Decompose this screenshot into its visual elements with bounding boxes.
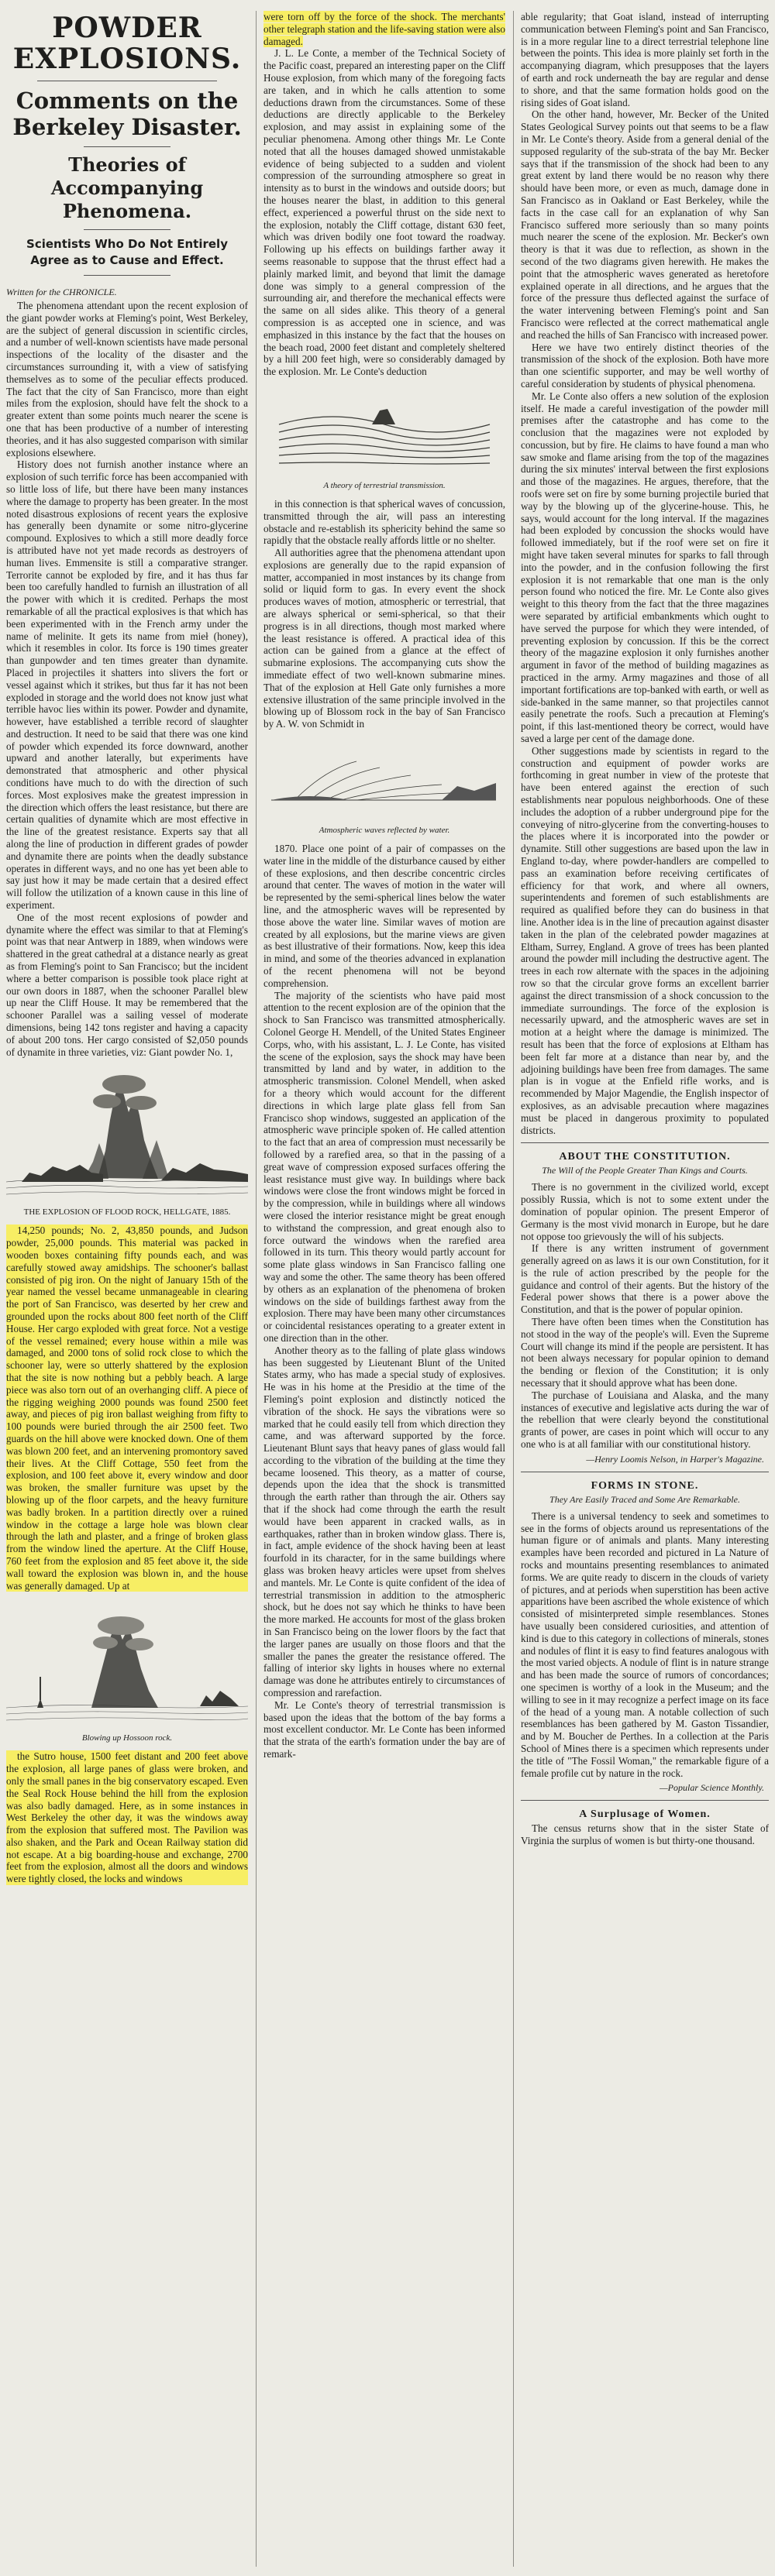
paragraph: The purchase of Louisiana and Alaska, and the many instances of executive and legislative acts during the war of the rebellion that were clearly beyond the constitutional grants of power, are cases in point which will occur to any one who is at all familiar with our constitutional history. (521, 1389, 769, 1451)
paragraph-highlighted: 14,250 pounds; No. 2, 43,850 pounds, and Judson powder, 25,000 pounds. This material was packed in wooden boxes containing fifty pounds each, and was carefully stowed away amidships. The schooner's ballast consisted of pig iron. On the night of January 15th of the year named the vessel became unmanageable in clearing the port of San Francisco, was deserted by her crew and grounded upon the rocks about 800 feet north of the Cliff House. Her cargo exploded with great force. Not a vestige of the vessel remained; every house within a mile was damaged, and 2000 tons of solid rock close to which the schooner lay, were so utterly shattered by the explosion that the site is now nothing but a pebbly beach. A large piece was also torn out of an overhanging cliff. A piece of the rigging weighing 2000 pounds was found 2500 feet away, and pieces of pig iron ballast weighing from fifty to 100 pounds were buried through the air 2500 feet. Two guards on the hill above were knocked down. One of them was blown 200 feet, and an intervening promontory saved their lives. At the Cliff Cottage, 550 feet from the explosion, and 100 feet above it, every window and door was broken, the smaller furniture was upset by the blowing up of the floor carpets, and the heavy furniture was badly broken. In a partition directly over a ruined window in the cottage a large hole was blown clear through the lath and plaster, and a fringe of broken glass from the window lined the aperture. At the Cliff House, 760 feet from the explosion and 85 feet above it, the side wall toward the explosion was blown in, and the house was generally damaged. Up at (6, 1224, 248, 1592)
blossom-rock-engraving (6, 1599, 248, 1731)
paragraph (264, 11, 505, 47)
paragraph: in this connection is that spherical waves of concussion, transmitted through the air, will pass an interesting obstacle and re-establish its sphericity behind the same so rapidly that the obstacle really affords little or no shelter. (264, 497, 505, 547)
atmospheric-waves-diagram (264, 738, 505, 835)
figure-caption: A theory of terrestrial transmission. (323, 480, 446, 490)
terrestrial-diagram (264, 386, 505, 479)
section-title: FORMS IN STONE. (591, 1479, 699, 1492)
explosion-engraving (6, 1066, 248, 1205)
divider (84, 275, 170, 276)
flood-rock-illustration (6, 1066, 248, 1217)
paragraph: Here we have two entirely distinct theories of the transmission of the shock of the explosion. Both have more than one scientific supporter, and may be well worthy of careful consideration by students of physical phenomena. (521, 341, 769, 390)
paragraph: If there is any written instrument of government generally agreed on as laws it is our own Constitution, for it is the rule of action prescribed by the people for the guidance and control of their agents. But the history of the Federal power shows that there is a power above the Constitution, and that is the power of popular opinion. (521, 1242, 769, 1316)
paragraph: J. L. Le Conte, a member of the Technical Society of the Pacific coast, prepared an interesting paper on the Cliff House explosion, from which many of the foregoing facts are taken, and in which he calls attention to some deductions drawn from the circumstances. Some of these deductions are directly applicable to the Berkeley explosion, and may assist in explaining some of the peculiar phenomena. Among other things Mr. Le Conte noted that all the houses damaged showed unmistakable evidence of being subjected to a sudden and violent compression of the surrounding atmosphere so great in intensity as to burst in the windows and outside doors; but the houses nearer the blast, in addition to this general effect, experienced a powerful thrust on the side next to the explosion, notably the Cliff cottage, distant 630 feet, which was driven bodily one foot toward the roadway. Following up his effects on buildings farther away it seems reasonable to suppose that the thrust effect had a plainly marked limit, and beyond that limit the damage done was simply to a general compression of the surrounding air, and therefore the mechanical effects were the same on all sides alike. This theory of a general compression is as accepted one in science, and was emphasized in this instance by the fact that the houses on the beach road, 2000 feet distant and completely sheltered by a hill 200 feet high, were so considerably damaged by the explosion. Mr. Le Conte's deduction (264, 47, 505, 378)
paragraph: On the other hand, however, Mr. Becker of the United States Geological Survey points out that seems to be a flaw in Mr. Le Conte's theory. Aside from a general denial of the supposed regularity of the sub-strata of the bay Mr. Becker says that if the transmission of the shock had been to any great extent by land there would be no reason why there should have been more, or even as much, damage done in San Francisco as in Oakland or East Berkeley, while the facts in the case call for an explanation of why San Francisco suffered more seriously than so many points much nearer the scene of the explosion. Mr. Becker's own theory is that it was due to reflection, as shown in the second of the two diagrams given herewith. He makes the point that the atmospheric waves generated as heretofore explained operate in all directions, and he argues that the force of the pressure thus deflected against the surface of the water intervening between Fleming's point and San Francisco were reflected at the correct mathematical angle and reached the hills of San Francisco with increased power. (521, 108, 769, 341)
paragraph: One of the most recent explosions of powder and dynamite where the effect was similar to that at Fleming's point was that near Antwerp in 1889, when windows were shattered in the great cathedral at a distance nearly as great as from Fleming's point to San Francisco; but the incident where a better comparison is possible took place right at our own doors in 1887, when the schooner Parallel blew up near the Cliff House. It may be remembered that the schooner Parallel was a sailing vessel of moderate dimensions, being 142 tons register and having a capacity of about 200 tons. Her cargo consisted of $2,050 pounds of dynamite in three varieties, viz: Giant powder No. 1, (6, 911, 248, 1058)
paragraph: able regularity; that Goat island, instead of interrupting communication between Fleming's point and San Francisco, is in a more regular line to a direct terrestrial telephone line between the points. This idea is more plainly set forth in the accompanying diagram, which presupposes that the layers of earth and rock underneath the bay are regular and dense to shore, and that the same formation holds good on the rising sides of Goat island. (521, 11, 769, 108)
paragraph: There is a universal tendency to seek and sometimes to see in the forms of objects around us representations of the human figure or of animals and plants. Many interesting examples have been recorded and pictured in La Nature of rocks and mountains presenting resemblances to animated forms. We are quite ready to discern in the clouds of variety of pictures, and at periods when superstition has been active apparitions have been ascribed the whole existence of which consisted of misinterpreted simple resemblances. Stones have usually been considered curiosities, and attention of kind is due to this category in collections of minerals, stones and nodules of flint it is easy to find features analogous with the most varied objects. A nodule of flint is in nature strange and has been made the source of rumors of concordances; one specimen is worthy of a look in the Museum; and the willing to see in it may recognize a perfect image on its face of the head of a young man. A notable collection of such resemblances has been gathered by M. Gaston Tissandier, and by M. Boucher de Perthes. In a collection at the Paris School of Mines there is a specimen which represents under the title of "The Fossil Woman," the remarkable figure of a female profile cut by nature in the rock. (521, 1510, 769, 1779)
column-3 (521, 11, 769, 1847)
figure-caption: Atmospheric waves reflected by water. (319, 826, 450, 836)
column-rule (513, 11, 514, 2567)
paragraph: The phenomena attendant upon the recent explosion of the giant powder works at Fleming's point, West Berkeley, are the subject of general discussion in scientific circles, and a number of well-known scientists have made personal inspections of the locality of the disaster and the circumstances surrounding it, with a view of satisfying themselves as to some of the peculiar effects produced. The fact that the city of San Francisco, more than eight miles from the explosion, should have felt the shock to a greater extent than some points much nearer the scene is one that has been productive of a number of interesting theories, and it has also suggested comparison with similar explosions elsewhere. (6, 300, 248, 459)
paragraph: Mr. Le Conte's theory of terrestrial transmission is based upon the ideas that the bottom of the bay forms a most excellent conductor. Mr. Le Conte has been informed that the strata of the earth's formation under the bay are of remark- (264, 1698, 505, 1760)
paragraph: There is no government in the civilized world, except possibly Russia, which is not to some extent under the domination of popular opinion. The present Emperor of Germany is the most vivid monarch in Europe, but he dare not oppose too grievously the will of his subjects. (521, 1181, 769, 1242)
section-subtitle: They Are Easily Traced and Some Are Remarkable. (549, 1493, 740, 1505)
divider (84, 229, 170, 230)
divider (521, 1142, 769, 1143)
figure-caption: Blowing up Hossoon rock. (81, 1733, 173, 1743)
terrestrial-transmission-diagram (264, 386, 505, 490)
divider (521, 1800, 769, 1801)
section-title: A Surplusage of Women. (579, 1808, 711, 1821)
atmospheric-diagram (264, 738, 505, 823)
figure-caption: THE EXPLOSION OF FLOOD ROCK, HELLGATE, 1885. (23, 1207, 231, 1218)
highlighted-text: were torn off by the force of the shock. The merchants' other telegraph station and the life-saving station were also damaged. (264, 11, 505, 47)
column-1 (6, 11, 248, 1885)
blossom-rock-illustration (6, 1599, 248, 1743)
paragraph: There have often been times when the Constitution has not stood in the way of the people's will. Even the Supreme Court will change its mind if the people are persistent. It has not been always necessary for popular opinion to demand the bending or flexion of the Constitution; it is only necessary that it should approve what has been done. (521, 1316, 769, 1389)
paragraph: The census returns show that in the sister State of Virginia the surplus of women is but thirty-one thousand. (521, 1822, 769, 1847)
headline: POWDER EXPLOSIONS. (12, 12, 242, 75)
attribution: —Henry Loomis Nelson, in Harper's Magazine. (586, 1453, 764, 1465)
paragraph: All authorities agree that the phenomena attendant upon explosions are generally due to the rapid expansion of matter, accompanied in most instances by its change from solid or liquid form to gas. In every event the shock produces waves of motion, atmospheric or terrestrial, that are always spherical or semi-spherical, so that their progress is in all directions, though most marked where the least resistance is offered. A practical idea of this action can be gained from a glance at the effect of submarine explosions. The accompanying cuts show the immediate effect of two well-known submarine mines. That of the explosion at Hell Gate only furnishes a more extensive illustration of the same principle involved in the blowing up of Blossom rock in the bay of San Francisco by A. W. von Schmidt in (264, 547, 505, 730)
deck-3: Scientists Who Do Not Entirely Agree as to Cause and Effect. (26, 237, 228, 267)
column-rule (256, 11, 257, 2567)
paragraph: Other suggestions made by scientists in regard to the construction and equipment of powder works are forthcoming in great number in view of the proteste that have been entered against the erection of such establishments near populous neighborhoods. One of these includes the adoption of a rubber underground pipe for the conveying of nitro-glycerine from the converting-houses to the places where it is incorporated into the powder or dynamite. Still other suggestions are based upon the law in England to-day, where powder-handlers are compelled to pass an examination before receiving certificates of efficiency for that work, and where all owners, superintendents and foremen of such establishments are required as qualified before they can do business in that line. Another idea is in the line of precaution against disaster taken in the plan of the celebrated powder magazines at Eltham, Surrey, England. A grove of trees has been planted around the powder mill including the destructive agent. The trees in each row alternate with the spaces in the adjoining row so that the circular grove forms an excellent barrier against the direct transmission of a shock concussion to the immediate surroundings. The force of the explosion is necessarily upward, and the atmospheric waves are set in motion at a height where the damage is minimized. The result has been that the force of explosions at Eltham has been felt far more at a distance than near by, and the adjoining buildings have been free from damages. The same plan is in vogue at the Enfield rifle works, and is recommended by Major Magendie, the English inspector of explosives, as an advisable precaution where magazines must be placed in dangerous proximity to populated districts. (521, 744, 769, 1136)
section-subtitle: The Will of the People Greater Than Kings and Courts. (542, 1165, 748, 1176)
deck-2: Theories of Accompanying Phenomena. (50, 153, 204, 222)
paragraph-highlighted: the Sutro house, 1500 feet distant and 200 feet above the explosion, all large panes of glass were broken, and only the small panes in the big conservatory escaped. Even the Seal Rock House behind the hill from the explosion was also badly damaged. Here, as in some instances in West Berkeley the other day, it was the windows away from the explosion that suffered most. The Pavilion was also shaken, and the Park and Ocean Railway station did not escape. At a big boarding-house and exchange, 2700 feet from the explosion, almost all the doors and windows were tightly closed, the locks and windows (6, 1750, 248, 1885)
column-2 (264, 11, 505, 1760)
divider (84, 146, 170, 147)
byline: Written for the CHRONICLE. (6, 287, 117, 297)
paragraph: Mr. Le Conte also offers a new solution of the explosion itself. He made a careful investigation of the powder mill premises after the catastrophe and has come to the conclusion that the magazines were not exploded by concussion, but by fire. He claims to have found a man who saw smoke and flame arising from the top of the magazines during the six minutes' interval between the first explosions and those of the magazines. He argues, therefore, that the roofs were set on fire by some burning projectile buried that way by the blowing up of the glycerine-house. This, he says, would account for the long interval. If the magazines had been exploded by concussion the shocks would have followed immediately, but if the roof were set on fire it might have taken several minutes for sparks to fall through into the powder, and in the confusion following the first explosion it is not remarkable that one man is the only person found who noticed the fire. Mr. Le Conte also gives weight to this theory from the fact that the three magazines were separated by artificial embankments which ought to have served the purpose for which they were intended, of preventing explosion by concussion. If this be the correct theory of the magazine explosion it only furnishes another argument in favor of the method of building magazines as practiced in the army. Army magazines and those of all important fortifications are top-banked with earth, or well as side-banked in the same manner, so that projectiles cannot easily penetrate the roofs. Such a precaution at Fleming's point, if this last-mentioned theory be correct, would have saved a large per cent of the damage done. (521, 390, 769, 745)
paragraph: 1870. Place one point of a pair of compasses on the water line in the middle of the disturbance caused by either of these explosions, and then describe concentric circles around that center. The waves of motion in the water will be represented by the semi-spherical lines below the water line, and the atmospheric waves will be represented by those above the water line. Similar waves of motion are created by all explosions, but the marine views are given as best illustrative of their formations. Now, keep this idea in mind, and some of the theories advanced in explanation of the recent phenomena will not be beyond comprehension. (264, 843, 505, 989)
paragraph: History does not furnish another instance where an explosion of such terrific force has been accompanied with so little loss of life, but there have been many instances where the damage to property has been greater. In the most noted disastrous explosions of recent years the explosive has generally been dynamite or some nitro-glycerine compound. Explosives to which a still more deadly force is attributed have not yet made records as destroyers of human lives. Emmensite is still a comparative stranger. Terrorite cannot be exploded by fire, and it has thus far been too carefully handled to furnish an illustration of all the power with which it is credited. Perhaps the most remarkable of all the practical explosives is that which has been experimented with in the French army under the name of melinite. It gets its name from mieł (honey), which it resembles in color. Its force is 190 times greater than gunpowder and ten times greater than dynamite. Placed in projectiles it shatters into slivers the fort or vessel against which it strikes, but thus far it has not been exploded in storage and the world does not know just what terrible havoc lies within its power. Powder and dynamite, however, have established a terrible record of slaughter and destruction. It need to be said that there was one kind of powder which expended its force downward, another upward and another laterally, but experiments have demonstrated that atmospheric and other physical conditions have much to do with the direction of such forces. Most explosives make the greatest impression in the direction which offers the least resistance, but there are certain qualities of dynamite which are most effective in the line of the greatest resistance. Experts say that all along the line of production in different grades of powder and dynamite there are points when the deadly substance operates in different ways, and no one has yet been able to say just how it may be made certain that a desired effect will follow the utilization of a known cause in this line of experiment. (6, 459, 248, 912)
deck-1: Comments on the Berkeley Disaster. (12, 88, 242, 140)
paragraph: The majority of the scientists who have paid most attention to the recent explosion are of the opinion that the shock to San Francisco was transmitted atmospherically. Colonel George H. Mendell, of the United States Engineer Corps, who, with his assistant, L. J. Le Conte, has visited the scene of the explosion, says the shock may have been transmitted by land and by water, in addition to the atmospheric transmission. Colonel Mendell, when asked for a theory which would account for the different directions in which large plate glass fell from San Francisco shop windows, suggested an application of the atmospheric wave principle spoken of. He called attention to the fact that an area of compression must necessarily be followed by a rarefied area, so that in the passing of a great wave of compression exposed surfaces offering the least resistance must give way. In buildings where back windows were close the front windows might be forced in by the compression, while in buildings where all windows were closed the interior resistance might be great enough to withstand the compression, and great enough also to force outward the windows when the rarefied area followed in its turn. This theory would partly account for some plate glass windows in San Francisco falling one way and some the other. The same theory has been offered by others as an explanation of the phenomena of broken windows on the side of buildings farthest away from the explosion. There may have been many other circumstances or coincidental resistances operating to a greater extent in one direction than in the other. (264, 989, 505, 1344)
section-title: ABOUT THE CONSTITUTION. (559, 1151, 731, 1163)
paragraph: Another theory as to the falling of plate glass windows has been suggested by Lieutenant Blunt of the United States army, who has made a special study of explosives. He was in his home at the Presidio at the time of the Fleming's point explosion and distinctly noticed the vibration of the shock. He says the vibrations were so marked that he could easily tell from which direction they came, and was afterward supported by the force. Lieutenant Blunt says that heavy panes of glass would fall according to the vibration of the building at the time they became loosened. This theory, as a matter of course, depends upon the idea that the shock is transmitted through the earth rather than through the air. Others say that if the shock had come through the earth the result would have been apparent in cracked walls, as in earthquakes, rather than in broken window glass. There is, in fact, ample evidence of the shock having been at least fourfold in its character, for in the same buildings where glass was broken heavy articles were upset from shelves and mantels. Mr. Le Conte is quite confident of the idea of terrestrial transmission in addition to the atmospheric shock, but he does not say which he thinks to have been the more marked. He accounts for most of the glass broken in San Francisco being on the lower floors by the fact that the larger panes are usually on those floors and that the smaller the panes the greater the resistance offered. The falling of interior sky lights in houses where no external damage was done he attributes entirely to circumstances of compression and rarefaction. (264, 1344, 505, 1699)
attribution: —Popular Science Monthly. (660, 1782, 764, 1794)
